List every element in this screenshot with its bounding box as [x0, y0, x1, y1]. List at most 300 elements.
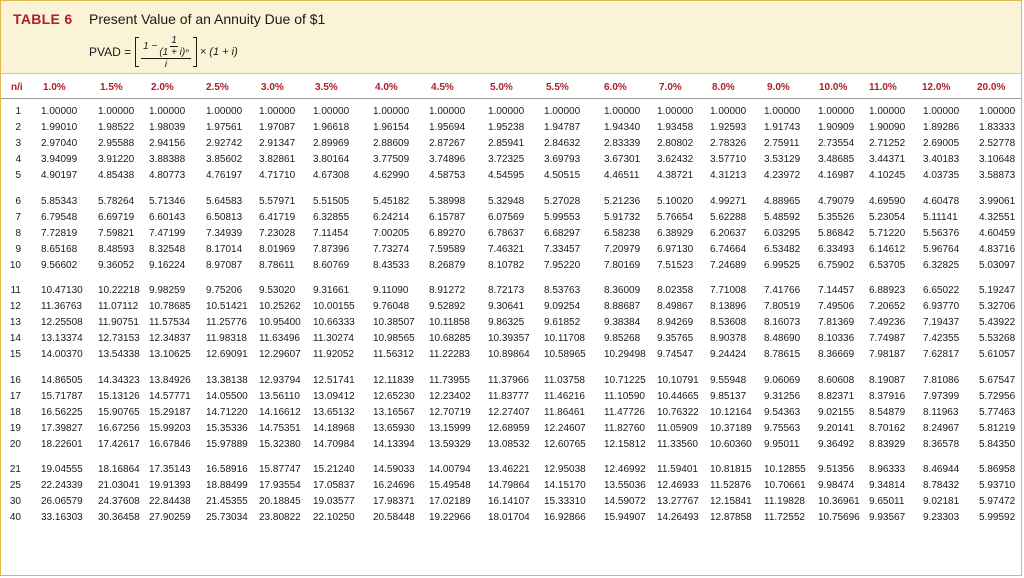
value-cell: 8.60769 [313, 259, 350, 271]
value-cell: 5.03097 [979, 259, 1016, 271]
value-cell: 7.24689 [710, 259, 747, 271]
value-cell: 11.72552 [764, 512, 805, 524]
table-row [1, 225, 1021, 241]
value-cell: 10.12855 [764, 464, 806, 475]
value-cell: 8.90378 [710, 333, 747, 345]
value-cell: 12.70719 [429, 406, 471, 418]
value-cell: 14.00794 [429, 464, 471, 475]
column-header-rate: 5.5% [546, 82, 569, 93]
value-cell: 5.76654 [657, 211, 694, 223]
table-row [1, 420, 1021, 436]
value-cell: 9.65011 [869, 496, 905, 508]
value-cell: 10.98565 [373, 333, 415, 345]
value-cell: 7.20652 [869, 301, 906, 313]
value-cell: 17.98371 [373, 496, 415, 508]
value-cell: 5.48592 [764, 211, 801, 223]
value-cell: 9.98259 [149, 285, 186, 296]
table-row [1, 388, 1021, 404]
value-cell: 7.41766 [764, 285, 801, 296]
value-cell: 9.20141 [818, 422, 855, 434]
value-cell: 5.10020 [657, 195, 694, 207]
value-cell: 14.75351 [259, 422, 301, 434]
period-cell: 20 [9, 438, 21, 450]
value-cell: 4.38721 [657, 170, 694, 182]
value-cell: 8.01969 [259, 243, 296, 255]
value-cell: 11.90751 [98, 317, 139, 329]
value-cell: 7.87396 [313, 243, 350, 255]
pvad-formula [89, 35, 238, 69]
value-cell: 3.58873 [979, 170, 1016, 182]
table-row [1, 477, 1021, 493]
value-cell: 10.38507 [373, 317, 415, 329]
value-cell: 9.16224 [149, 259, 186, 271]
value-cell: 1.94340 [604, 122, 641, 134]
value-cell: 6.33493 [818, 243, 855, 255]
value-cell: 11.83777 [488, 390, 529, 402]
value-cell: 13.46221 [488, 464, 530, 475]
value-cell: 5.27028 [544, 195, 581, 207]
value-cell: 11.33560 [657, 438, 698, 450]
table-row [1, 103, 1021, 119]
value-cell: 9.23303 [923, 512, 960, 524]
value-cell: 8.48593 [98, 243, 135, 255]
value-cell: 1.00000 [373, 106, 410, 117]
value-cell: 6.69719 [98, 211, 135, 223]
value-cell: 14.16612 [259, 406, 301, 418]
value-cell: 3.67301 [604, 154, 641, 166]
value-cell: 4.85438 [98, 170, 135, 182]
value-cell: 9.24424 [710, 349, 747, 361]
value-cell: 10.68285 [429, 333, 471, 345]
value-cell: 5.96764 [923, 243, 960, 255]
value-cell: 13.08532 [488, 438, 530, 450]
period-cell: 15 [9, 349, 21, 361]
value-cell: 7.00205 [373, 227, 410, 239]
value-cell: 12.95038 [544, 464, 586, 475]
value-cell: 10.00155 [313, 301, 355, 313]
value-cell: 4.79079 [818, 195, 855, 207]
value-cell: 6.41719 [259, 211, 296, 223]
value-cell: 6.24214 [373, 211, 410, 223]
value-cell: 5.19247 [979, 285, 1016, 296]
table-row [1, 330, 1021, 346]
value-cell: 20.18845 [259, 496, 301, 508]
value-cell: 5.32948 [488, 195, 525, 207]
value-cell: 7.51523 [657, 259, 694, 271]
value-cell: 3.82861 [259, 154, 296, 166]
value-cell: 1.95238 [488, 122, 525, 134]
value-cell: 11.59401 [657, 464, 698, 475]
value-cell: 5.51505 [313, 195, 350, 207]
value-cell: 14.00370 [41, 349, 83, 361]
table-row [1, 436, 1021, 452]
value-cell: 8.70162 [869, 422, 906, 434]
value-cell: 5.11141 [923, 211, 958, 223]
value-cell: 4.32551 [979, 211, 1016, 223]
value-cell: 6.89270 [429, 227, 466, 239]
value-cell: 4.90197 [41, 170, 78, 182]
value-cell: 8.96333 [869, 464, 906, 475]
value-cell: 7.20979 [604, 243, 641, 255]
value-cell: 8.36009 [604, 285, 641, 296]
value-cell: 10.11708 [544, 333, 585, 345]
value-cell: 8.36578 [923, 438, 960, 450]
value-cell: 2.95588 [98, 138, 135, 150]
column-header-rate: 2.5% [206, 82, 229, 93]
value-cell: 8.36669 [818, 349, 855, 361]
value-cell: 10.10791 [657, 374, 699, 386]
value-cell: 17.02189 [429, 496, 471, 508]
value-cell: 10.25262 [259, 301, 301, 313]
value-cell: 8.91272 [429, 285, 466, 296]
value-cell: 3.69793 [544, 154, 581, 166]
value-cell: 6.14612 [869, 243, 906, 255]
value-cell: 8.48690 [764, 333, 801, 345]
value-cell: 6.03295 [764, 227, 801, 239]
table-header [1, 1, 1021, 74]
period-cell: 1 [15, 106, 21, 117]
table-row [1, 135, 1021, 151]
value-cell: 5.67547 [979, 374, 1016, 386]
value-cell: 3.85602 [206, 154, 243, 166]
value-cell: 10.71225 [604, 374, 646, 386]
value-cell: 1.00000 [604, 106, 641, 117]
value-cell: 2.75911 [764, 138, 800, 150]
value-cell: 6.38929 [657, 227, 694, 239]
value-cell: 7.59589 [429, 243, 466, 255]
value-cell: 1.99010 [41, 122, 78, 134]
value-cell: 14.15170 [544, 480, 586, 492]
column-header-rate: 4.5% [431, 82, 454, 93]
value-cell: 5.35526 [818, 211, 855, 223]
table-row [1, 257, 1021, 273]
value-cell: 17.42617 [98, 438, 140, 450]
value-cell: 1.00000 [313, 106, 350, 117]
value-cell: 25.73034 [206, 512, 248, 524]
value-cell: 19.04555 [41, 464, 83, 475]
value-cell: 7.98187 [869, 349, 906, 361]
value-cell: 14.71220 [206, 406, 248, 418]
value-cell: 10.95400 [259, 317, 301, 329]
value-cell: 1.00000 [869, 106, 906, 117]
period-cell: 4 [15, 154, 21, 166]
period-cell: 19 [9, 422, 21, 434]
value-cell: 10.22218 [98, 285, 140, 296]
value-cell: 8.10782 [488, 259, 525, 271]
value-cell: 5.81219 [979, 422, 1016, 434]
value-cell: 5.93710 [979, 480, 1016, 492]
value-cell: 16.24696 [373, 480, 415, 492]
value-cell: 2.84632 [544, 138, 581, 150]
value-cell: 2.92742 [206, 138, 243, 150]
value-cell: 1.00000 [488, 106, 525, 117]
value-cell: 21.03041 [98, 480, 140, 492]
value-cell: 5.99553 [544, 211, 581, 223]
value-cell: 9.95011 [764, 438, 800, 450]
value-cell: 9.38384 [604, 317, 641, 329]
value-cell: 33.16303 [41, 512, 83, 524]
value-cell: 15.35336 [206, 422, 248, 434]
value-cell: 7.19437 [923, 317, 960, 329]
value-cell: 9.11090 [373, 285, 409, 296]
value-cell: 15.99203 [149, 422, 191, 434]
value-cell: 9.36492 [818, 438, 855, 450]
value-cell: 7.81086 [923, 374, 960, 386]
value-cell: 8.10336 [818, 333, 855, 345]
value-cell: 8.11963 [923, 406, 959, 418]
value-cell: 3.48685 [818, 154, 855, 166]
table-row [1, 151, 1021, 167]
value-cell: 15.33310 [544, 496, 586, 508]
value-cell: 14.59033 [373, 464, 415, 475]
value-cell: 3.80164 [313, 154, 350, 166]
value-cell: 8.02358 [657, 285, 694, 296]
value-cell: 7.42355 [923, 333, 960, 345]
value-cell: 9.06069 [764, 374, 801, 386]
value-cell: 3.91220 [98, 154, 135, 166]
value-cell: 1.89286 [923, 122, 960, 134]
value-cell: 18.22601 [41, 438, 83, 450]
value-cell: 5.62288 [710, 211, 747, 223]
value-cell: 8.60608 [818, 374, 855, 386]
value-cell: 9.34814 [869, 480, 906, 492]
value-cell: 2.69005 [923, 138, 960, 150]
value-cell: 1.00000 [429, 106, 466, 117]
value-cell: 8.88687 [604, 301, 641, 313]
value-cell: 3.88388 [149, 154, 186, 166]
formula-denominator: i [164, 58, 168, 70]
value-cell: 9.31256 [764, 390, 801, 402]
value-cell: 2.87267 [429, 138, 466, 150]
value-cell: 7.74987 [869, 333, 906, 345]
value-cell: 10.12164 [710, 406, 752, 418]
value-cell: 13.65132 [313, 406, 355, 418]
value-cell: 11.52876 [710, 480, 751, 492]
period-cell: 2 [15, 122, 21, 134]
value-cell: 6.32825 [923, 259, 960, 271]
value-cell: 5.97472 [979, 496, 1016, 508]
value-cell: 11.46216 [544, 390, 585, 402]
value-cell: 7.59821 [98, 227, 135, 239]
value-cell: 24.37608 [98, 496, 140, 508]
column-header-rate: 1.5% [100, 82, 123, 93]
value-cell: 4.60459 [979, 227, 1016, 239]
value-cell: 4.50515 [544, 170, 581, 182]
table-row [1, 282, 1021, 298]
value-cell: 6.68297 [544, 227, 581, 239]
value-cell: 7.11454 [313, 227, 349, 239]
period-cell: 40 [9, 512, 21, 524]
period-cell: 17 [9, 390, 21, 402]
value-cell: 15.90765 [98, 406, 140, 418]
period-cell: 13 [9, 317, 21, 329]
value-cell: 1.96618 [313, 122, 350, 134]
value-cell: 17.05837 [313, 480, 355, 492]
column-header-n: n/i [11, 82, 23, 93]
value-cell: 11.10590 [604, 390, 645, 402]
formula-inner-fraction [159, 35, 189, 58]
value-cell: 13.16567 [373, 406, 415, 418]
value-cell: 2.91347 [259, 138, 296, 150]
value-cell: 14.57771 [149, 390, 191, 402]
value-cell: 8.17014 [206, 243, 243, 255]
value-cell: 16.67846 [149, 438, 191, 450]
value-cell: 7.23028 [259, 227, 296, 239]
column-header-rate: 8.0% [712, 82, 735, 93]
value-cell: 5.84350 [979, 438, 1016, 450]
table-row [1, 509, 1021, 525]
value-cell: 12.24607 [544, 422, 586, 434]
value-cell: 11.05909 [657, 422, 698, 434]
value-cell: 13.59329 [429, 438, 471, 450]
value-cell: 11.19828 [764, 496, 805, 508]
value-cell: 1.83333 [979, 122, 1016, 134]
value-cell: 12.29607 [259, 349, 301, 361]
value-cell: 1.00000 [544, 106, 581, 117]
value-cell: 13.13374 [41, 333, 83, 345]
value-cell: 14.26493 [657, 512, 699, 524]
table-row [1, 346, 1021, 362]
value-cell: 9.86325 [488, 317, 525, 329]
value-cell: 6.07569 [488, 211, 525, 223]
value-cell: 5.61057 [979, 349, 1016, 361]
value-cell: 9.74547 [657, 349, 694, 361]
value-cell: 1.98522 [98, 122, 135, 134]
value-cell: 9.51356 [818, 464, 855, 475]
value-cell: 12.87858 [710, 512, 752, 524]
value-cell: 5.43922 [979, 317, 1016, 329]
value-cell: 11.82760 [604, 422, 645, 434]
value-cell: 10.44665 [657, 390, 699, 402]
table-row [1, 209, 1021, 225]
table-row [1, 461, 1021, 477]
column-header-rate: 9.0% [767, 82, 790, 93]
value-cell: 10.37189 [710, 422, 752, 434]
value-cell: 6.78637 [488, 227, 525, 239]
value-cell: 13.27767 [657, 496, 699, 508]
value-cell: 7.81369 [818, 317, 855, 329]
value-cell: 11.86461 [544, 406, 585, 418]
period-cell: 5 [15, 170, 21, 182]
value-cell: 12.69091 [206, 349, 248, 361]
value-cell: 8.97087 [206, 259, 243, 271]
table-row [1, 372, 1021, 388]
value-cell: 8.16073 [764, 317, 801, 329]
value-cell: 1.96154 [373, 122, 410, 134]
value-cell: 5.86842 [818, 227, 855, 239]
column-header-rate: 3.5% [315, 82, 338, 93]
value-cell: 16.67256 [98, 422, 140, 434]
value-cell: 6.88923 [869, 285, 906, 296]
value-cell: 4.69590 [869, 195, 906, 207]
value-cell: 8.83929 [869, 438, 906, 450]
formula-right-bracket [193, 37, 197, 67]
value-cell: 1.00000 [259, 106, 296, 117]
column-header-rate: 5.0% [490, 82, 513, 93]
value-cell: 15.87747 [259, 464, 301, 475]
value-cell: 2.83339 [604, 138, 641, 150]
formula-inner-numerator: 1 [171, 34, 177, 46]
value-cell: 12.65230 [373, 390, 415, 402]
value-cell: 2.71252 [869, 138, 906, 150]
value-cell: 11.73955 [429, 374, 470, 386]
value-cell: 10.78685 [149, 301, 191, 313]
value-cell: 8.65168 [41, 243, 78, 255]
value-cell: 9.56602 [41, 259, 78, 271]
value-cell: 14.79864 [488, 480, 530, 492]
value-cell: 14.59072 [604, 496, 646, 508]
formula-left-bracket [135, 37, 139, 67]
value-cell: 8.82371 [818, 390, 855, 402]
column-header-rate: 6.0% [604, 82, 627, 93]
value-cell: 1.00000 [764, 106, 801, 117]
value-cell: 9.93567 [869, 512, 906, 524]
value-cell: 9.54363 [764, 406, 801, 418]
value-cell: 7.49506 [818, 301, 855, 313]
value-cell: 11.63496 [259, 333, 300, 345]
value-cell: 14.18968 [313, 422, 355, 434]
value-cell: 30.36458 [98, 512, 140, 524]
value-cell: 7.46321 [488, 243, 525, 255]
value-cell: 4.83716 [979, 243, 1016, 255]
value-cell: 10.75696 [818, 512, 860, 524]
value-cell: 5.64583 [206, 195, 243, 207]
value-cell: 4.16987 [818, 170, 855, 182]
value-cell: 11.56312 [373, 349, 414, 361]
value-cell: 10.47130 [41, 285, 83, 296]
value-cell: 12.15841 [710, 496, 752, 508]
value-cell: 9.75206 [206, 285, 243, 296]
period-cell: 8 [15, 227, 21, 239]
period-cell: 12 [9, 301, 21, 313]
value-cell: 7.80519 [764, 301, 801, 313]
value-cell: 3.62432 [657, 154, 694, 166]
value-cell: 22.84438 [149, 496, 191, 508]
value-cell: 6.99525 [764, 259, 801, 271]
value-cell: 12.25508 [41, 317, 83, 329]
value-cell: 18.01704 [488, 512, 530, 524]
value-cell: 4.10245 [869, 170, 906, 182]
value-cell: 4.31213 [710, 170, 747, 182]
value-cell: 5.32706 [979, 301, 1016, 313]
period-cell: 7 [15, 211, 21, 223]
value-cell: 8.26879 [429, 259, 466, 271]
value-cell: 9.53020 [259, 285, 296, 296]
value-cell: 10.89864 [488, 349, 530, 361]
value-cell: 10.60360 [710, 438, 752, 450]
value-cell: 9.36052 [98, 259, 135, 271]
value-cell: 18.88499 [206, 480, 248, 492]
value-cell: 9.61852 [544, 317, 581, 329]
value-cell: 16.58916 [206, 464, 248, 475]
value-cell: 6.15787 [429, 211, 466, 223]
table-row [1, 314, 1021, 330]
value-cell: 2.88609 [373, 138, 410, 150]
value-cell: 10.58965 [544, 349, 586, 361]
value-cell: 1.00000 [657, 106, 694, 117]
value-cell: 7.62817 [923, 349, 960, 361]
value-cell: 3.72325 [488, 154, 525, 166]
value-cell: 13.10625 [149, 349, 191, 361]
value-cell: 8.24967 [923, 422, 960, 434]
value-cell: 8.19087 [869, 374, 906, 386]
value-cell: 5.45182 [373, 195, 410, 207]
value-cell: 4.76197 [206, 170, 243, 182]
table-title: Present Value of an Annuity Due of $1 [89, 11, 326, 27]
formula-fraction [141, 35, 191, 70]
value-cell: 3.74896 [429, 154, 466, 166]
value-cell: 23.80822 [259, 512, 301, 524]
